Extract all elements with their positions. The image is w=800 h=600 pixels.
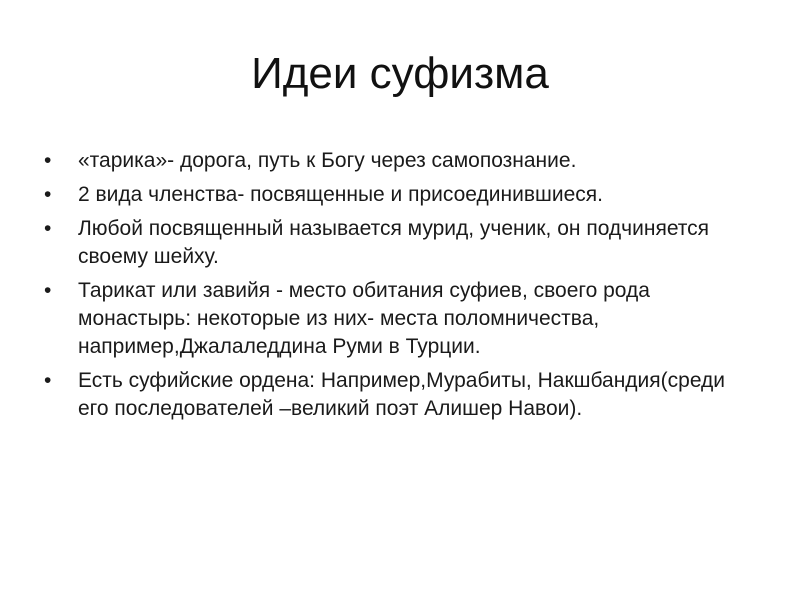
bullet-marker: • xyxy=(44,183,52,206)
bullet-list xyxy=(40,147,760,429)
bullet-item-4 xyxy=(40,277,760,361)
bullet-item-3 xyxy=(40,215,760,271)
slide-title: Идеи суфизма xyxy=(251,49,549,98)
bullet-text: Есть суфийские ордена: Например,Мурабиты, Накшбандия(среди его последователей –великий поэт Алишер Навои). xyxy=(78,369,726,420)
bullet-marker: • xyxy=(44,369,52,392)
bullet-text: Тарикат или завийя - место обитания суфиев, своего рода монастырь: некоторые из них- места поломничества, например,Джалаледдина Руми в Турции. xyxy=(78,279,650,358)
bullet-marker: • xyxy=(44,217,52,240)
bullet-marker: • xyxy=(44,149,52,172)
bullet-text: «тарика»- дорога, путь к Богу через самопознание. xyxy=(78,149,577,172)
bullet-item-5 xyxy=(40,367,760,423)
bullet-text: 2 вида членства- посвященные и присоединившиеся. xyxy=(78,183,603,206)
bullet-item-2 xyxy=(40,181,760,209)
bullet-item-1 xyxy=(40,147,760,175)
bullet-marker: • xyxy=(44,279,52,302)
bullet-text: Любой посвященный называется мурид, ученик, он подчиняется своему шейху. xyxy=(78,217,710,268)
